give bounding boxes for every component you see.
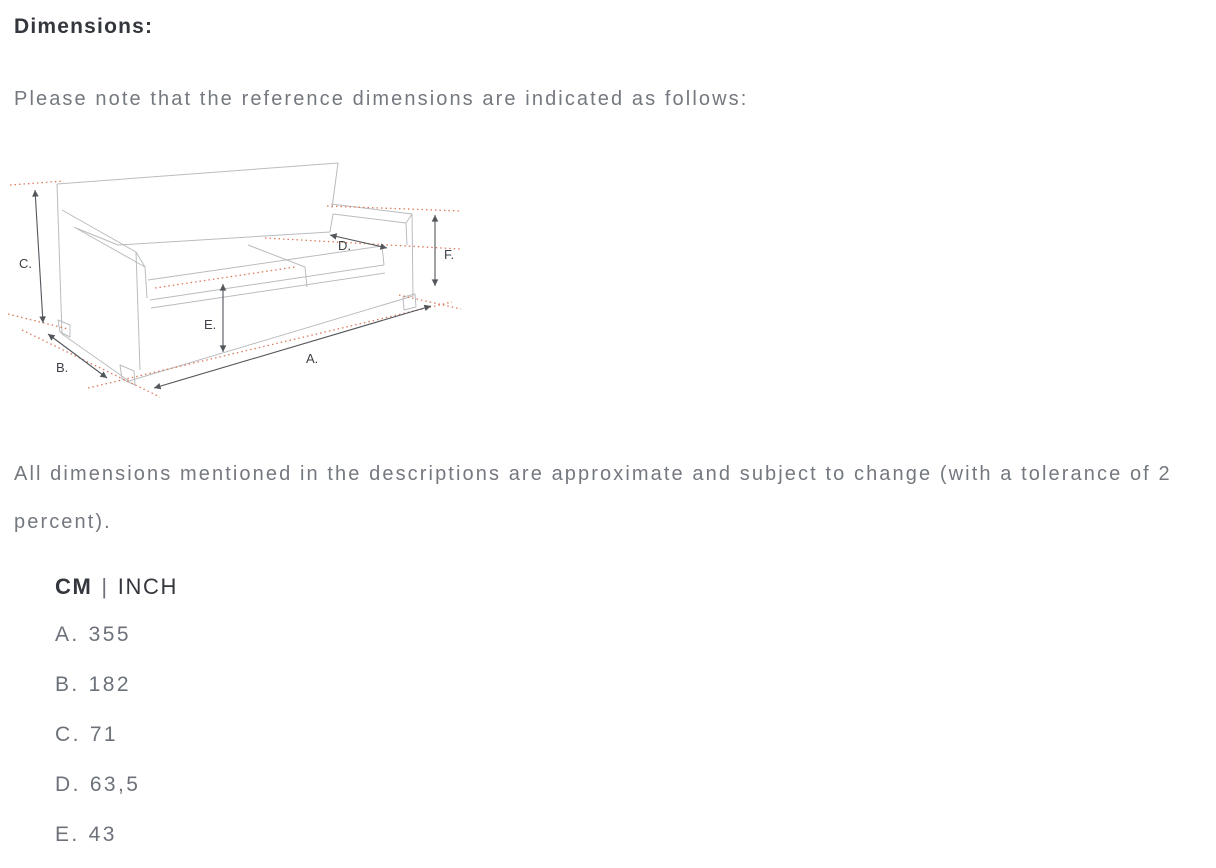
dimension-row-b [55,660,1202,710]
dimension-value: 43 [88,823,117,846]
dimension-row-d [55,760,1202,810]
dimension-label: A. [55,623,80,646]
dim-label-f: F. [444,247,455,262]
section-heading: Dimensions: [14,15,154,38]
dim-label-a: A. [306,351,319,366]
dimension-value: 355 [88,623,131,646]
dimension-label: B. [55,673,80,696]
dim-label-b: B. [56,360,69,375]
dimension-list [55,564,1202,860]
dimension-label: D. [55,773,81,796]
dimension-value: 63,5 [89,773,141,796]
dimension-label: E. [55,823,80,846]
sofa-diagram-svg [8,148,470,406]
sofa-outline [57,163,416,385]
dimension-row-a [55,610,1202,660]
dim-label-e: E. [204,317,217,332]
intro-text: Please note that the reference dimensions are indicated as follows: [14,88,749,110]
sofa-dimension-diagram [8,148,470,406]
dimension-value: 71 [89,723,118,746]
tolerance-note: All dimensions mentioned in the descriptions are approximate and subject to change (with a tolerance of 2 percent). [14,463,1172,533]
dim-label-c: C. [19,256,32,271]
unit-divider: | [101,574,109,599]
dimension-value: 182 [88,673,131,696]
cm-inch-header [55,564,1202,610]
dim-label-d: D. [338,238,351,253]
dimension-row-c [55,710,1202,760]
dimension-row-e [55,810,1202,860]
inch-unit-label: INCH [117,574,178,599]
dimension-arrows [35,190,435,388]
cm-unit-label: CM [55,574,93,599]
dimension-label: C. [55,723,81,746]
